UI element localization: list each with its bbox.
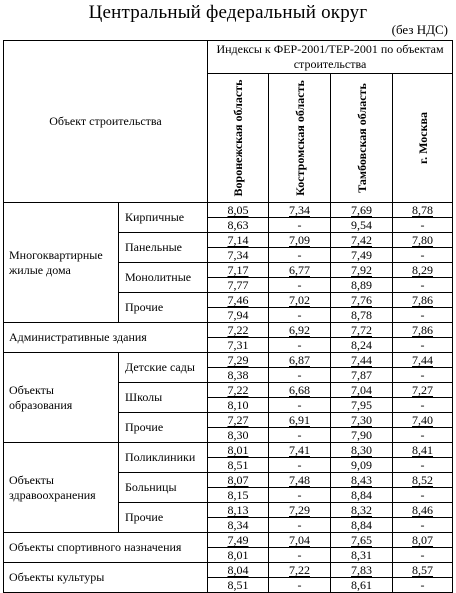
subcategory-label: Прочие (119, 293, 208, 323)
value-cell: - (269, 398, 331, 413)
value-cell: 7,44 (412, 353, 434, 367)
value-cell: 8,29 (412, 263, 434, 277)
value-cell: 8,24 (331, 338, 393, 353)
value-cell: 7,34 (208, 248, 269, 263)
value-cell: 8,07 (412, 533, 434, 547)
value-cell: - (393, 488, 453, 503)
category-label: Многоквартирные жилые дома (4, 203, 119, 323)
value-cell: 7,95 (331, 398, 393, 413)
value-cell: - (269, 518, 331, 533)
value-cell: 7,86 (412, 293, 434, 307)
value-cell: 8,05 (227, 203, 249, 217)
value-cell: - (269, 308, 331, 323)
value-cell: 7,92 (351, 263, 372, 277)
value-cell: 7,29 (289, 503, 310, 517)
value-cell: 8,61 (331, 578, 393, 593)
value-cell: 8,07 (227, 473, 249, 487)
subcategory-label: Кирпичные (119, 203, 208, 233)
value-cell: - (393, 398, 453, 413)
index-table (3, 40, 453, 593)
value-cell: 7,77 (208, 278, 269, 293)
value-cell: 7,04 (289, 533, 310, 547)
page-title: Центральный федеральный округ (88, 2, 368, 23)
value-cell: 8,04 (227, 563, 249, 577)
value-cell: - (269, 338, 331, 353)
value-cell: - (393, 518, 453, 533)
value-cell: 7,22 (289, 563, 310, 577)
value-cell: 7,27 (227, 413, 249, 427)
value-cell: 7,41 (289, 443, 310, 457)
value-cell: 8,52 (412, 473, 434, 487)
region-label: Тамбовская область (354, 83, 369, 193)
value-cell: 8,63 (208, 218, 269, 233)
value-cell: 7,49 (227, 533, 249, 547)
value-cell: 7,65 (351, 533, 372, 547)
value-cell: - (269, 428, 331, 443)
value-cell: 9,09 (331, 458, 393, 473)
value-cell: 6,91 (289, 413, 310, 427)
value-cell: 8,43 (351, 473, 372, 487)
value-cell: 7,86 (412, 323, 434, 337)
region-label: Воронежская область (231, 79, 245, 197)
value-cell: 8,84 (331, 488, 393, 503)
value-cell: - (269, 278, 331, 293)
value-cell: 8,41 (412, 443, 434, 457)
value-cell: 7,17 (227, 263, 249, 277)
value-cell: 8,34 (208, 518, 269, 533)
object-header: Объект строительства (4, 41, 208, 203)
value-cell: - (269, 548, 331, 563)
value-cell: 7,40 (412, 413, 434, 427)
region-label: г. Москва (415, 112, 430, 164)
value-cell: 8,31 (331, 548, 393, 563)
value-cell: 6,77 (289, 263, 310, 277)
value-cell: - (269, 248, 331, 263)
value-cell: - (393, 368, 453, 383)
category-label: Административные здания (4, 323, 208, 353)
category-label: Объекты образования (4, 353, 119, 443)
value-cell: 7,31 (208, 338, 269, 353)
value-cell: 7,44 (351, 353, 372, 367)
value-cell: 8,32 (351, 503, 372, 517)
value-cell: 7,48 (289, 473, 310, 487)
value-cell: 6,87 (289, 353, 310, 367)
value-cell: 7,94 (208, 308, 269, 323)
value-cell: 8,10 (208, 398, 269, 413)
value-cell: - (393, 458, 453, 473)
region-header-moscow (393, 74, 453, 203)
value-cell: 7,02 (289, 293, 310, 307)
region-header-voronezh (208, 74, 269, 203)
subcategory-label: Школы (119, 383, 208, 413)
value-cell: 8,57 (412, 563, 434, 577)
value-cell: 7,87 (331, 368, 393, 383)
subcategory-label: Больницы (119, 473, 208, 503)
value-cell: 7,22 (227, 383, 249, 397)
value-cell: 8,78 (331, 308, 393, 323)
value-cell: - (269, 458, 331, 473)
value-cell: - (269, 578, 331, 593)
table-row (4, 323, 453, 338)
table-row (4, 203, 453, 218)
region-header-tambov (331, 74, 393, 203)
value-cell: 8,01 (208, 548, 269, 563)
value-cell: - (269, 218, 331, 233)
category-label: Объекты культуры (4, 563, 208, 593)
value-cell: 7,27 (412, 383, 434, 397)
value-cell: - (269, 368, 331, 383)
value-cell: 8,46 (412, 503, 434, 517)
value-cell: 7,14 (227, 233, 249, 247)
subcategory-label: Прочие (119, 503, 208, 533)
value-cell: 7,42 (351, 233, 372, 247)
value-cell: 8,51 (208, 458, 269, 473)
value-cell: - (393, 248, 453, 263)
value-cell: - (393, 278, 453, 293)
value-cell: 7,29 (227, 353, 249, 367)
value-cell: 7,09 (289, 233, 310, 247)
table-row (4, 443, 453, 458)
value-cell: 7,49 (331, 248, 393, 263)
value-cell: 8,30 (351, 443, 372, 457)
value-cell: 8,84 (331, 518, 393, 533)
region-header-kostroma (269, 74, 331, 203)
value-cell: - (393, 578, 453, 593)
value-cell: - (393, 428, 453, 443)
value-cell: 7,90 (331, 428, 393, 443)
region-label: Костромская область (292, 80, 307, 196)
value-cell: - (393, 308, 453, 323)
table-row (4, 533, 453, 548)
value-cell: 6,68 (289, 383, 310, 397)
value-cell: 7,69 (351, 203, 372, 217)
value-cell: 8,78 (412, 203, 434, 217)
value-cell: 7,80 (412, 233, 434, 247)
value-cell: 8,38 (208, 368, 269, 383)
value-cell: - (393, 338, 453, 353)
value-cell: 6,92 (289, 323, 310, 337)
value-cell: 7,46 (227, 293, 249, 307)
category-label: Объекты здравоохранения (4, 443, 119, 533)
vat-note: (без НДС) (391, 22, 448, 37)
subcategory-label: Панельные (119, 233, 208, 263)
value-cell: 7,72 (351, 323, 372, 337)
indices-header: Индексы к ФЕР-2001/ТЕР-2001 по объектам строительства (208, 41, 453, 74)
subcategory-label: Прочие (119, 413, 208, 443)
category-label: Объекты спортивного назначения (4, 533, 208, 563)
value-cell: 8,51 (208, 578, 269, 593)
value-cell: - (393, 548, 453, 563)
value-cell: 7,22 (227, 323, 249, 337)
value-cell: - (393, 218, 453, 233)
subcategory-label: Поликлиники (119, 443, 208, 473)
value-cell: 8,13 (227, 503, 249, 517)
value-cell: 8,30 (208, 428, 269, 443)
value-cell: 8,01 (227, 443, 249, 457)
value-cell: 7,76 (351, 293, 372, 307)
subcategory-label: Детские сады (119, 353, 208, 383)
value-cell: 7,30 (351, 413, 372, 427)
table-row (4, 563, 453, 578)
value-cell: 8,89 (331, 278, 393, 293)
subcategory-label: Монолитные (119, 263, 208, 293)
value-cell: 7,34 (289, 203, 310, 217)
value-cell: 7,83 (351, 563, 372, 577)
value-cell: 7,04 (351, 383, 372, 397)
table-row (4, 353, 453, 368)
value-cell: 9,54 (331, 218, 393, 233)
value-cell: - (269, 488, 331, 503)
value-cell: 8,15 (208, 488, 269, 503)
